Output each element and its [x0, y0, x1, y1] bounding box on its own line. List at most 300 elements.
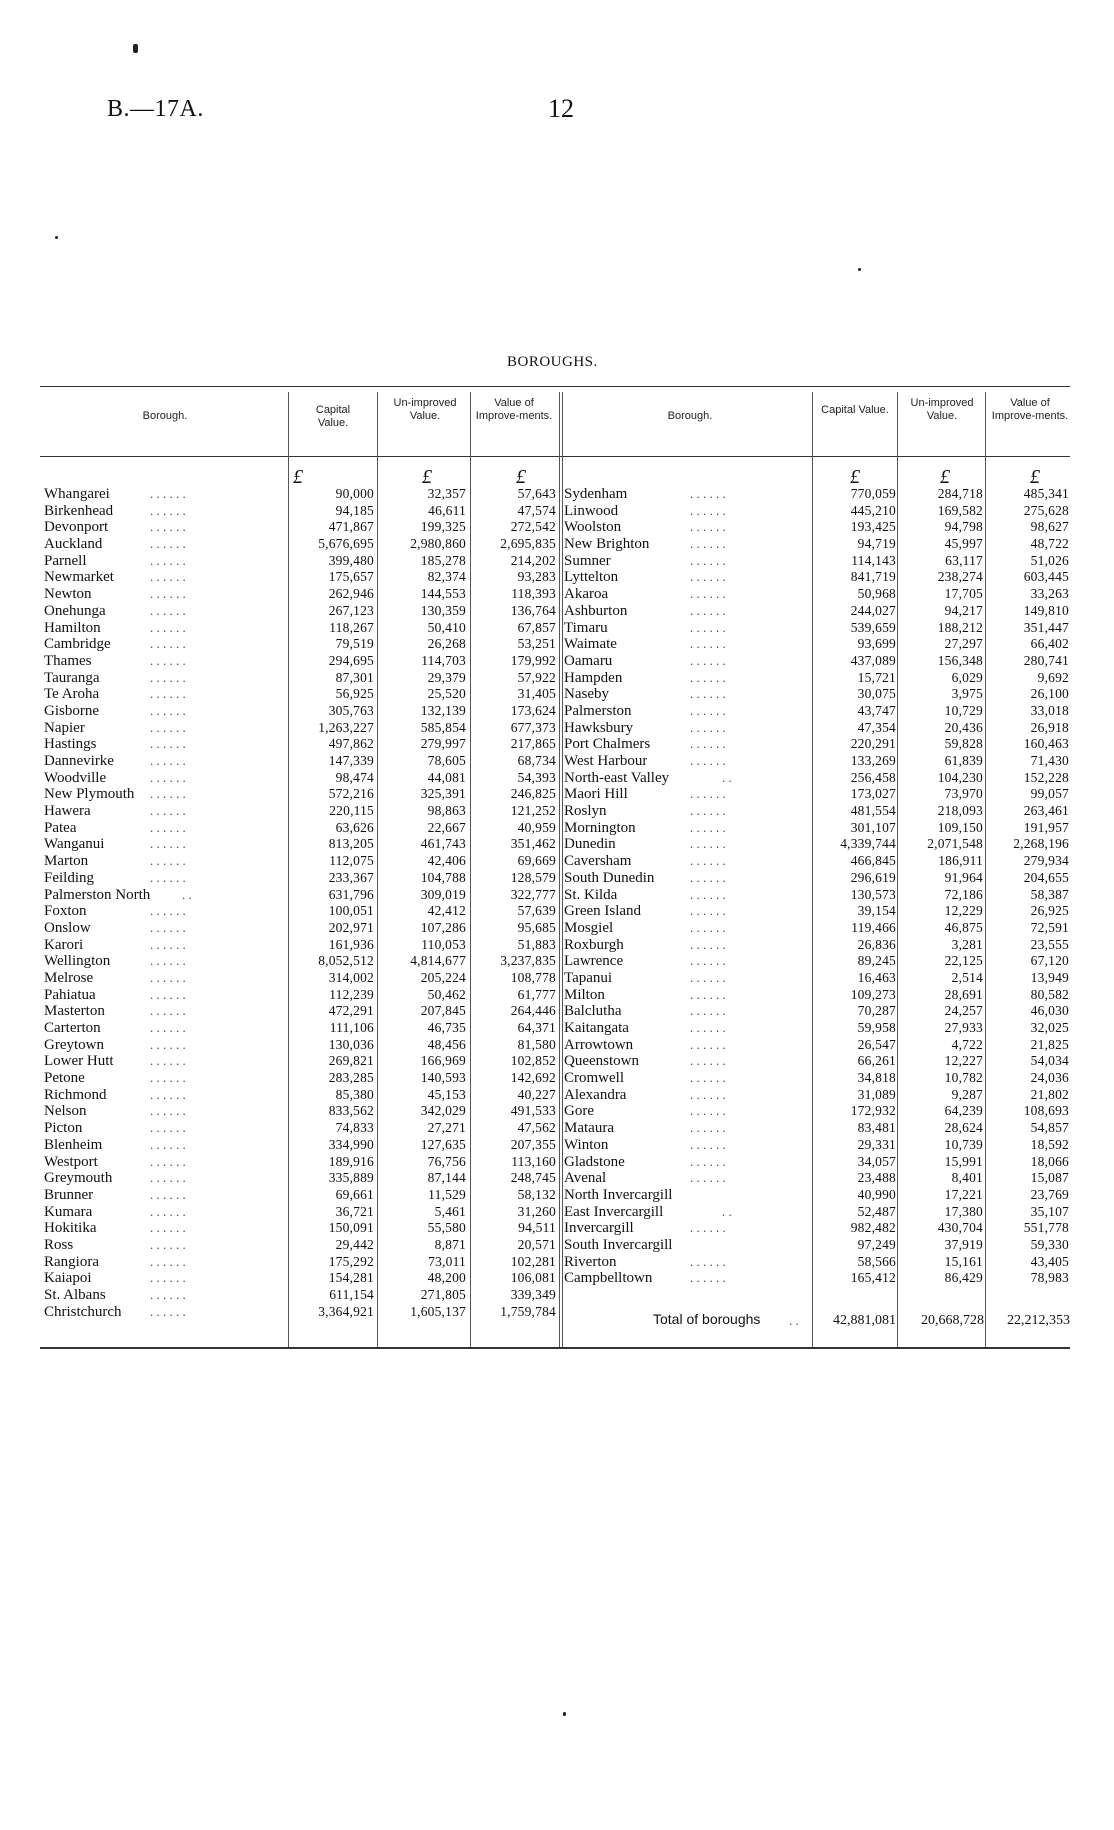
leader-dots: . . . . . .	[150, 1136, 186, 1152]
unimproved-value: 46,611	[428, 502, 466, 518]
improvements-value: 173,624	[510, 702, 556, 718]
total-capital: 42,881,081	[833, 1313, 896, 1328]
leader-dots: . . . . . .	[690, 903, 726, 919]
capital-value: 31,089	[857, 1086, 896, 1102]
capital-value: 335,889	[328, 1170, 374, 1186]
unimproved-value: 2,071,548	[927, 836, 983, 852]
borough-name: Pahiatua	[44, 986, 96, 1003]
capital-value: 118,267	[329, 619, 374, 635]
improvements-value: 33,263	[1030, 586, 1069, 602]
improvements-value: 136,764	[510, 602, 556, 618]
leader-dots: . . . . . .	[690, 853, 726, 869]
borough-name: Cromwell	[564, 1070, 624, 1087]
table-row	[0, 1270, 1114, 1287]
borough-name: Maori Hill	[564, 786, 628, 803]
table-row	[0, 670, 1114, 687]
unimproved-value: 5,461	[434, 1203, 466, 1219]
improvements-value: 31,405	[517, 686, 556, 702]
leader-dots: . . . . . .	[150, 1003, 186, 1019]
borough-name: Riverton	[564, 1253, 617, 1270]
borough-name: Mornington	[564, 819, 636, 836]
borough-name: Woodville	[44, 769, 107, 786]
capital-value: 175,657	[328, 569, 374, 585]
borough-name: Dunedin	[564, 836, 616, 853]
capital-value: 161,936	[328, 936, 374, 952]
improvements-value: 106,081	[510, 1270, 556, 1286]
borough-name: Napier	[44, 719, 85, 736]
capital-value: 445,210	[850, 502, 896, 518]
unimproved-value: 72,186	[944, 886, 983, 902]
leader-dots: . . . . . .	[150, 786, 186, 802]
table-row	[0, 1087, 1114, 1104]
unimproved-value: 59,828	[944, 736, 983, 752]
capital-value: 29,331	[857, 1136, 896, 1152]
borough-name: Newton	[44, 586, 92, 603]
table-row	[0, 953, 1114, 970]
currency-symbol: £	[940, 466, 950, 488]
table-row	[0, 887, 1114, 904]
leader-dots: . . . . . .	[150, 736, 186, 752]
unimproved-value: 144,553	[420, 586, 466, 602]
improvements-value: 2,695,835	[500, 536, 556, 552]
leader-dots: . . . . . .	[150, 519, 186, 535]
table-row	[0, 1204, 1114, 1221]
table-row	[0, 703, 1114, 720]
improvements-value: 3,237,835	[500, 953, 556, 969]
table-row	[0, 569, 1114, 586]
unimproved-value: 29,379	[427, 669, 466, 685]
capital-value: 4,339,744	[840, 836, 896, 852]
borough-name: Hawksbury	[564, 719, 634, 736]
capital-value: 56,925	[335, 686, 374, 702]
capital-value: 43,747	[857, 702, 896, 718]
borough-name: New Plymouth	[44, 786, 135, 803]
capital-value: 982,482	[850, 1220, 896, 1236]
leader-dots: . . . . . .	[150, 1053, 186, 1069]
borough-name: Wanganui	[44, 836, 105, 853]
header-improvements-value: Value of Improve-ments.	[475, 397, 553, 422]
capital-value: 69,661	[335, 1186, 374, 1202]
leader-dots: . . . . . .	[690, 786, 726, 802]
table-row	[0, 920, 1114, 937]
table-row	[0, 1304, 560, 1321]
unimproved-value: 10,729	[944, 702, 983, 718]
unimproved-value: 188,212	[937, 619, 983, 635]
leader-dots: . . . . . .	[690, 586, 726, 602]
leader-dots: . . . . . .	[690, 669, 726, 685]
capital-value: 52,487	[857, 1203, 896, 1219]
borough-name: Ross	[44, 1236, 74, 1253]
unimproved-value: 12,227	[944, 1053, 983, 1069]
improvements-value: 78,983	[1030, 1270, 1069, 1286]
capital-value: 111,106	[329, 1020, 374, 1035]
unimproved-value: 9,287	[951, 1086, 983, 1102]
leader-dots: . . . . . .	[690, 1020, 726, 1035]
leader-dots: . . . . . .	[150, 853, 186, 869]
header-unimproved-value: Un-improved Value.	[393, 397, 457, 422]
improvements-value: 339,349	[510, 1287, 556, 1302]
capital-value: 130,036	[328, 1036, 374, 1052]
unimproved-value: 10,739	[944, 1136, 983, 1152]
leader-dots: . . . . . .	[690, 1136, 726, 1152]
leader-dots: . . . . . .	[690, 519, 726, 535]
improvements-value: 9,692	[1037, 669, 1069, 685]
unimproved-value: 127,635	[420, 1136, 466, 1152]
borough-name: Foxton	[44, 903, 87, 920]
capital-value: 59,958	[857, 1020, 896, 1035]
capital-value: 47,354	[857, 719, 896, 735]
leader-dots: . . . . . .	[690, 836, 726, 852]
leader-dots: . . . . . .	[150, 702, 186, 718]
leader-dots: . . . . . .	[150, 769, 186, 785]
improvements-value: 80,582	[1030, 986, 1069, 1002]
improvements-value: 47,562	[517, 1120, 556, 1136]
capital-value: 147,339	[328, 753, 374, 768]
capital-value: 98,474	[335, 769, 374, 785]
unimproved-value: 64,239	[944, 1103, 983, 1119]
unimproved-value: 156,348	[937, 652, 983, 668]
capital-value: 109,273	[850, 986, 896, 1002]
borough-name: Gore	[564, 1103, 594, 1120]
unimproved-value: 166,969	[420, 1053, 466, 1069]
leader-dots: . .	[789, 1313, 799, 1328]
unimproved-value: 27,933	[944, 1020, 983, 1035]
borough-name: Greymouth	[44, 1170, 113, 1187]
borough-name: Kumara	[44, 1203, 93, 1220]
borough-name: Nelson	[44, 1103, 87, 1120]
unimproved-value: 6,029	[951, 669, 983, 685]
unimproved-value: 78,605	[427, 753, 466, 768]
table-row	[0, 1154, 1114, 1171]
borough-name: Lawrence	[564, 953, 624, 970]
leader-dots: . . . . . .	[150, 1036, 186, 1052]
borough-name: Karori	[44, 936, 84, 953]
leader-dots: . . . . . .	[690, 1086, 726, 1102]
capital-value: 296,619	[850, 869, 896, 885]
improvements-value: 57,639	[517, 903, 556, 919]
leader-dots: . . . . . .	[150, 1020, 186, 1035]
improvements-value: 72,591	[1030, 919, 1069, 935]
unimproved-value: 186,911	[938, 853, 983, 869]
improvements-value: 67,857	[517, 619, 556, 635]
improvements-value: 67,120	[1030, 953, 1069, 969]
unimproved-value: 94,798	[944, 519, 983, 535]
capital-value: 34,057	[857, 1153, 896, 1169]
leader-dots: . . . . . .	[690, 636, 726, 652]
borough-name: Hampden	[564, 669, 623, 686]
capital-value: 30,075	[857, 686, 896, 702]
leader-dots: . . . . . .	[690, 819, 726, 835]
unimproved-value: 48,200	[427, 1270, 466, 1286]
improvements-value: 18,066	[1030, 1153, 1069, 1169]
improvements-value: 54,393	[517, 769, 556, 785]
capital-value: 539,659	[850, 619, 896, 635]
leader-dots: . . . . . .	[150, 869, 186, 885]
total-improvements: 22,212,353	[1007, 1313, 1070, 1328]
capital-value: 112,239	[329, 986, 374, 1002]
table-row	[0, 553, 1114, 570]
table-row	[0, 903, 1114, 920]
leader-dots: . . . . . .	[690, 602, 726, 618]
improvements-value: 40,959	[517, 819, 556, 835]
unimproved-value: 169,582	[937, 502, 983, 518]
improvements-value: 95,685	[517, 919, 556, 935]
borough-name: Wellington	[44, 953, 111, 970]
capital-value: 50,968	[857, 586, 896, 602]
capital-value: 294,695	[328, 652, 374, 668]
leader-dots: . . . . . .	[690, 736, 726, 752]
improvements-value: 35,107	[1030, 1203, 1069, 1219]
capital-value: 83,481	[857, 1120, 896, 1136]
unimproved-value: 50,410	[427, 619, 466, 635]
unimproved-value: 12,229	[944, 903, 983, 919]
table-row	[0, 720, 1114, 737]
unimproved-value: 48,456	[427, 1036, 466, 1052]
capital-value: 15,721	[857, 669, 896, 685]
table-row	[0, 870, 1114, 887]
leader-dots: . . . . . .	[150, 1303, 186, 1319]
improvements-value: 551,778	[1023, 1220, 1069, 1236]
currency-symbol: £	[516, 466, 526, 488]
unimproved-value: 26,268	[427, 636, 466, 652]
borough-name: Avenal	[564, 1170, 607, 1187]
borough-name: Gladstone	[564, 1153, 625, 1170]
borough-name: North Invercargill	[564, 1186, 673, 1203]
improvements-value: 142,692	[510, 1070, 556, 1086]
improvements-value: 272,542	[510, 519, 556, 535]
table-row	[0, 1120, 1114, 1137]
capital-value: 269,821	[328, 1053, 374, 1069]
improvements-value: 46,030	[1030, 1003, 1069, 1019]
unimproved-value: 27,271	[427, 1120, 466, 1136]
borough-name: Waimate	[564, 636, 617, 653]
table-row	[0, 1020, 1114, 1037]
table-row	[0, 1237, 1114, 1254]
unimproved-value: 140,593	[420, 1070, 466, 1086]
borough-name: Roxburgh	[564, 936, 624, 953]
table-row	[0, 620, 1114, 637]
borough-name: Onslow	[44, 919, 91, 936]
improvements-value: 603,445	[1023, 569, 1069, 585]
improvements-value: 53,251	[517, 636, 556, 652]
unimproved-value: 73,970	[944, 786, 983, 802]
capital-value: 58,566	[857, 1253, 896, 1269]
unimproved-value: 50,462	[427, 986, 466, 1002]
capital-value: 93,699	[857, 636, 896, 652]
header-improvements-value: Value of Improve-ments.	[991, 397, 1069, 422]
capital-value: 172,932	[850, 1103, 896, 1119]
unimproved-value: 87,144	[427, 1170, 466, 1186]
leader-dots: . . . . . .	[150, 953, 186, 969]
table-row	[0, 636, 1114, 653]
improvements-value: 108,693	[1023, 1103, 1069, 1119]
capital-value: 94,719	[857, 536, 896, 552]
table-row	[0, 770, 1114, 787]
capital-value: 301,107	[850, 819, 896, 835]
capital-value: 833,562	[328, 1103, 374, 1119]
borough-name: Queenstown	[564, 1053, 639, 1070]
improvements-value: 33,018	[1030, 702, 1069, 718]
unimproved-value: 91,964	[944, 869, 983, 885]
capital-value: 256,458	[850, 769, 896, 785]
borough-name: Blenheim	[44, 1136, 103, 1153]
unimproved-value: 28,691	[944, 986, 983, 1002]
unimproved-value: 104,788	[420, 869, 466, 885]
leader-dots: . . . . . .	[150, 1253, 186, 1269]
table-row	[0, 836, 1114, 853]
unimproved-value: 86,429	[944, 1270, 983, 1286]
borough-name: Gisborne	[44, 702, 99, 719]
borough-name: South Dunedin	[564, 869, 655, 886]
unimproved-value: 73,011	[428, 1253, 466, 1269]
leader-dots: . . . . . .	[150, 969, 186, 985]
leader-dots: . . . . . .	[690, 1120, 726, 1136]
unimproved-value: 46,735	[427, 1020, 466, 1035]
table-row	[0, 1287, 560, 1304]
borough-name: Lyttelton	[564, 569, 619, 586]
capital-value: 66,261	[857, 1053, 896, 1069]
leader-dots: . . . . . .	[150, 486, 186, 501]
leader-dots: . . . . . .	[690, 486, 726, 501]
right-table-body	[0, 486, 1114, 1287]
capital-value: 220,291	[850, 736, 896, 752]
borough-name: East Invercargill	[564, 1203, 664, 1220]
leader-dots: . . . . . .	[150, 586, 186, 602]
leader-dots: . . . . . .	[690, 686, 726, 702]
table-row	[0, 1070, 1114, 1087]
improvements-value: 94,511	[518, 1220, 556, 1236]
capital-value: 29,442	[335, 1236, 374, 1252]
print-speck	[858, 268, 861, 271]
improvements-value: 246,825	[510, 786, 556, 802]
improvements-value: 31,260	[517, 1203, 556, 1219]
capital-value: 130,573	[850, 886, 896, 902]
capital-value: 16,463	[857, 969, 896, 985]
capital-value: 165,412	[850, 1270, 896, 1286]
unimproved-value: 4,814,677	[410, 953, 466, 969]
improvements-value: 280,741	[1023, 652, 1069, 668]
capital-value: 34,818	[857, 1070, 896, 1086]
header-capital-value: Capital Value.	[821, 404, 889, 416]
leader-dots: . . . . . .	[150, 1120, 186, 1136]
capital-value: 90,000	[335, 486, 374, 501]
capital-value: 150,091	[328, 1220, 374, 1236]
improvements-value: 102,852	[510, 1053, 556, 1069]
table-row	[0, 1053, 1114, 1070]
unimproved-value: 461,743	[420, 836, 466, 852]
unimproved-value: 218,093	[937, 803, 983, 819]
borough-name: Birkenhead	[44, 502, 114, 519]
capital-value: 244,027	[850, 602, 896, 618]
borough-name: West Harbour	[564, 753, 648, 769]
capital-value: 97,249	[857, 1236, 896, 1252]
leader-dots: . . . . . .	[150, 986, 186, 1002]
unimproved-value: 45,997	[944, 536, 983, 552]
improvements-value: 23,769	[1030, 1186, 1069, 1202]
borough-name: Ashburton	[564, 602, 628, 619]
improvements-value: 264,446	[510, 1003, 556, 1019]
unimproved-value: 11,529	[428, 1186, 466, 1202]
unimproved-value: 10,782	[944, 1070, 983, 1086]
borough-name: Caversham	[564, 853, 632, 870]
improvements-value: 54,034	[1030, 1053, 1069, 1069]
unimproved-value: 199,325	[420, 519, 466, 535]
table-row	[0, 586, 1114, 603]
unimproved-value: 55,580	[427, 1220, 466, 1236]
improvements-value: 160,463	[1023, 736, 1069, 752]
borough-name: Melrose	[44, 969, 94, 986]
improvements-value: 263,461	[1023, 803, 1069, 819]
capital-value: 39,154	[857, 903, 896, 919]
unimproved-value: 45,153	[427, 1086, 466, 1102]
leader-dots: . . . . . .	[690, 1036, 726, 1052]
table-bottom-rule	[40, 1347, 1070, 1349]
table-row	[0, 653, 1114, 670]
leader-dots: . . . . . .	[690, 702, 726, 718]
leader-dots: . . . . . .	[690, 1270, 726, 1286]
improvements-value: 40,227	[517, 1086, 556, 1102]
improvements-value: 57,643	[517, 486, 556, 501]
capital-value: 23,488	[857, 1170, 896, 1186]
capital-value: 437,089	[850, 652, 896, 668]
table-row	[0, 736, 1114, 753]
unimproved-value: 309,019	[420, 886, 466, 902]
header-unimproved-value: Un-improved Value.	[910, 397, 974, 422]
borough-name: Mataura	[564, 1120, 614, 1137]
leader-dots: . .	[182, 886, 192, 902]
table-row	[0, 1187, 1114, 1204]
borough-name: St. Kilda	[564, 886, 618, 903]
unimproved-value: 2,980,860	[410, 536, 466, 552]
unimproved-value: 32,357	[427, 486, 466, 501]
table-row	[0, 503, 1114, 520]
borough-name: Arrowtown	[564, 1036, 634, 1053]
table-top-rule	[40, 386, 1070, 387]
capital-value: 89,245	[857, 953, 896, 969]
improvements-value: 18,592	[1030, 1136, 1069, 1152]
improvements-value: 68,734	[517, 753, 556, 768]
unimproved-value: 63,117	[945, 552, 983, 568]
borough-name: Winton	[564, 1136, 609, 1153]
total-label: Total of boroughs	[653, 1311, 761, 1327]
leader-dots: . . . . . .	[690, 753, 726, 768]
unimproved-value: 130,359	[420, 602, 466, 618]
capital-value: 334,990	[328, 1136, 374, 1152]
improvements-value: 207,355	[510, 1136, 556, 1152]
leader-dots: . . . . . .	[690, 803, 726, 819]
table-row	[0, 1037, 1114, 1054]
borough-name: Mosgiel	[564, 919, 614, 936]
leader-dots: . . . . . .	[150, 1103, 186, 1119]
improvements-value: 26,918	[1030, 719, 1069, 735]
unimproved-value: 24,257	[944, 1003, 983, 1019]
borough-name: Campbelltown	[564, 1270, 653, 1287]
table-row	[0, 970, 1114, 987]
improvements-value: 32,025	[1030, 1020, 1069, 1035]
capital-value: 1,263,227	[318, 719, 374, 735]
leader-dots: . . . . . .	[690, 1070, 726, 1086]
borough-name: Picton	[44, 1120, 83, 1137]
capital-value: 283,285	[328, 1070, 374, 1086]
leader-dots: . . . . . .	[690, 1253, 726, 1269]
improvements-value: 51,026	[1030, 552, 1069, 568]
unimproved-value: 82,374	[427, 569, 466, 585]
capital-value: 5,676,695	[318, 536, 374, 552]
leader-dots: . . . . . .	[690, 719, 726, 735]
print-speck	[563, 1712, 566, 1716]
capital-value: 572,216	[328, 786, 374, 802]
table-row	[0, 1003, 1114, 1020]
